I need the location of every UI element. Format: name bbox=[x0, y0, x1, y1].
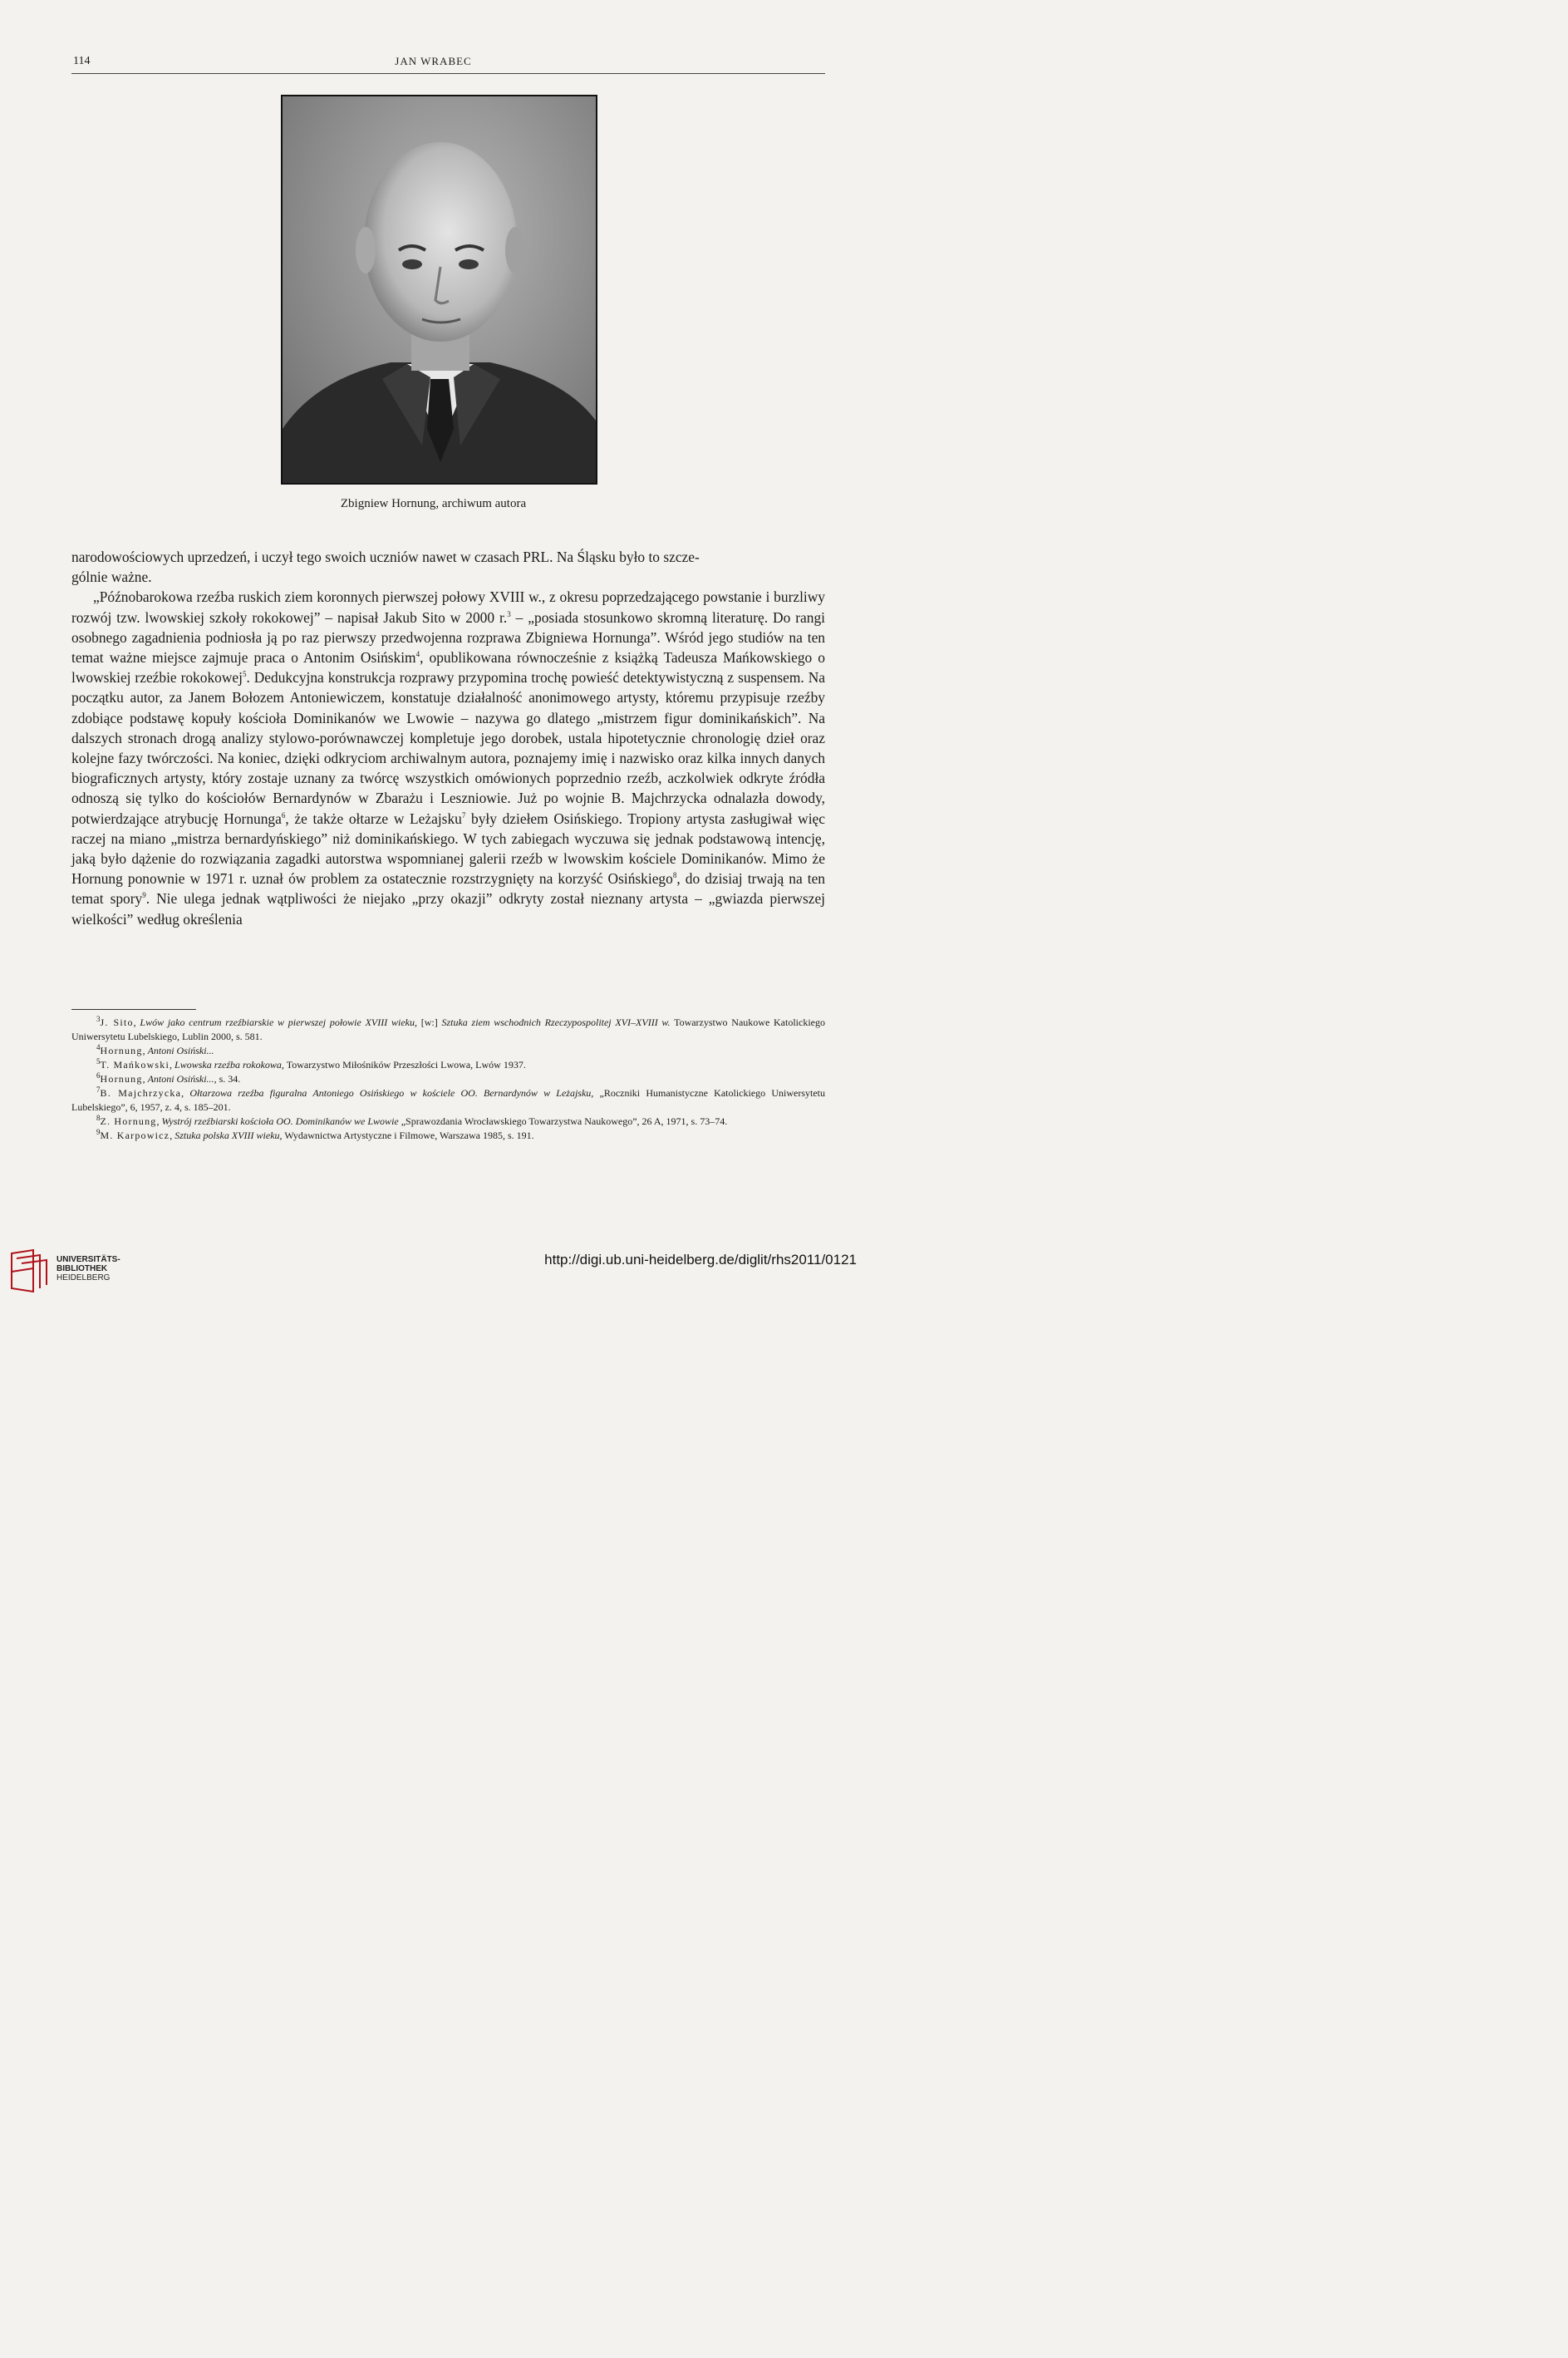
text-run: , że także ołtarze w Leżajsku bbox=[285, 810, 462, 827]
footnote-4: $^4$Hornung, Antoni Osiński... bbox=[96, 1043, 214, 1056]
footnote-number: 7 bbox=[96, 1085, 101, 1094]
footnote-text: [w:] bbox=[416, 1017, 442, 1028]
footnote-title: Lwów jako centrum rzeźbiarskie w pierwszej połowie XVIII wieku, bbox=[140, 1017, 417, 1028]
paragraph-1-line-1: narodowościowych uprzedzeń, i uczył tego swoich uczniów nawet w czasach PRL. Na Śląsku było to szcze- bbox=[71, 549, 700, 565]
text-run: „Późnobarokowa rzeźba ruskich ziem koronnych pierwszej połowy XVIII w., z okresu poprzedzającego powstanie i burzliwy rozwój tzw. lwowskiej szkoły rokokowej” – napisał Jakub Sito w 2000 r. bbox=[71, 588, 825, 626]
footnote-title: Antoni Osiński... bbox=[147, 1073, 214, 1085]
paragraph-1-line-2: gólnie ważne. bbox=[71, 569, 152, 586]
text-run: . Nie ulega jednak wątpliwości że niejako „przy okazji” odkryty został nieznany artysta – „gwiazda pierwszej wielkości” według określenia bbox=[71, 890, 825, 928]
footnote-rule bbox=[71, 1009, 196, 1010]
footnote-number: 6 bbox=[96, 1071, 101, 1080]
footnote-title: Ołtarzowa rzeźba figuralna Antoniego Osińskiego w kościele OO. Bernardynów w Leżajsku, bbox=[189, 1087, 594, 1099]
text-run: , opublikowana równocześnie z książką Tadeusza Mańkowskiego o lwowskiej rzeźbie rokokowej bbox=[71, 649, 825, 687]
footnote-text: „Sprawozdania Wrocławskiego Towarzystwa Naukowego”, 26 A, 1971, s. 73–74. bbox=[398, 1115, 728, 1127]
figure-caption: Zbigniew Hornung, archiwum autora bbox=[340, 497, 527, 510]
footnote-text: Towarzystwo Miłośników Przeszłości Lwowa, Lwów 1937. bbox=[283, 1059, 526, 1071]
footnote-title: Sztuka ziem wschodnich Rzeczypospolitej XVI–XVIII w. bbox=[441, 1017, 671, 1028]
footnote-title: Antoni Osiński... bbox=[147, 1045, 214, 1056]
page-number: 114 bbox=[73, 55, 91, 67]
footnote-text: Towarzystwo Naukowe Katolickiego Uniwersytetu Lubelskiego, Lublin 2000, s. 581. bbox=[71, 1017, 825, 1042]
footnote-number: 5 bbox=[96, 1057, 101, 1066]
footnote-author: J. Sito bbox=[100, 1017, 134, 1028]
body-text bbox=[71, 547, 825, 929]
footnote-ref-5[interactable]: 5 bbox=[242, 670, 247, 679]
footnote-5: $^5$T. Mańkowski, Lwowska rzeźba rokokowa, Towarzystwo Miłośników Przeszłości Lwowa, Lwów 1937. bbox=[96, 1057, 526, 1071]
footnote-author: T. Mańkowski bbox=[100, 1059, 170, 1071]
library-logo[interactable] bbox=[8, 1247, 158, 1295]
footnote-author: Hornung bbox=[100, 1045, 143, 1056]
logo-line-2: BIBLIOTHEK bbox=[57, 1264, 108, 1273]
text-run: były dziełem Osińskiego. Tropiony artysta zasługiwał więc raczej na miano „mistrza bernardyńskiego” niż dominikańskiego. W tych zabiegach wyczuwa się jednak podstawową intencję, jaką było dążenie do rozwiązania zagadki autorstwa wspomnianej galerii rzeźb w lwowskim kościele Dominikanów. Mimo że Hornung ponownie w 1971 r. uznał ów problem za ostatecznie rozstrzygnięty na korzyść Osińskiego bbox=[71, 810, 825, 888]
source-url-link[interactable]: http://digi.ub.uni-heidelberg.de/diglit/rhs2011/0121 bbox=[544, 1252, 857, 1268]
library-logo-icon bbox=[8, 1247, 50, 1295]
footnote-ref-8[interactable]: 8 bbox=[672, 871, 677, 880]
footnote-text: , s. 34. bbox=[214, 1073, 241, 1085]
header-rule bbox=[71, 73, 825, 74]
footnote-author: B. Majchrzycka bbox=[100, 1087, 182, 1099]
footnote-number: 3 bbox=[96, 1015, 101, 1023]
footnote-title: Lwowska rzeźba rokokowa, bbox=[174, 1059, 284, 1071]
footnote-text: Wydawnictwa Artystyczne i Filmowe, Warszawa 1985, s. 191. bbox=[282, 1130, 534, 1141]
portrait-photo bbox=[281, 95, 597, 485]
logo-text bbox=[57, 1255, 120, 1282]
paragraph-1 bbox=[71, 547, 825, 587]
running-head: JAN WRABEC bbox=[395, 55, 472, 67]
footnote-ref-3[interactable]: 3 bbox=[507, 609, 511, 618]
footnote-title: Sztuka polska XVIII wieku, bbox=[174, 1130, 283, 1141]
footnote-title: Wystrój rzeźbiarski kościoła OO. Dominikanów we Lwowie bbox=[161, 1115, 399, 1127]
portrait-illustration bbox=[283, 96, 596, 483]
footnote-8: $^8$Z. Hornung, Wystrój rzeźbiarski kościoła OO. Dominikanów we Lwowie „Sprawozdania Wrocławskiego Towarzystwa Naukowego”, 26 A, 1971, s. 73–74. bbox=[96, 1114, 728, 1127]
footnote-text: „Roczniki Humanistyczne Katolickiego Uniwersytetu Lubelskiego”, 6, 1957, z. 4, s. 185–201. bbox=[71, 1087, 826, 1113]
footnote-7: $^7$B. Majchrzycka, Ołtarzowa rzeźba figuralna Antoniego Osińskiego w kościele OO. Bernardynów w Leżajsku, „Roczniki Humanistyczne Katolickiego Uniwersytetu Lubelskiego”, 6, 1957, z. 4, s. 185–201. bbox=[71, 1085, 826, 1113]
logo-line-3: HEIDELBERG bbox=[57, 1273, 111, 1282]
footnote-ref-4[interactable]: 4 bbox=[415, 650, 420, 659]
footnote-author: Z. Hornung bbox=[100, 1115, 157, 1127]
text-run: – „posiada stosunkowo skromną literaturę. Do rangi osobnego zagadnienia podniosła ją po raz pierwszy przedwojenna rozprawa Zbigniewa Hornunga”. Wśród jego studiów na ten temat ważne miejsce zajmuje praca o Antonim Osińskim bbox=[71, 608, 825, 667]
text-run: . Dedukcyjna konstrukcja rozprawy przypomina trochę powieść detektywistyczną z suspensem. Na początku autor, za Janem Bołozem Antoniewiczem, konstatuje działalność anonimowego artysty, któremu przypisuje rzeźby zdobiące podstawę kopuły kościoła Dominikanów we Lwowie – nazywa go dlatego „mistrzem figur dominikańskich”. Na dalszych stronach drogą analizy stylowo-porównawczej kompletuje jego dorobek, ustala hipotetycznie chronologię dzieł oraz kolejne fazy twórczości. Na koniec, dzięki odkryciom archiwalnym autora, poznajemy imię i nazwisko oraz kilka innych danych biograficznych artysty, który zostaje uznany za twórcę wszystkich omówionych poprzednio rzeźb, aczkolwiek odkryte źródła odnoszą się tylko do kościołów Bernardynów w Zbarażu i Leszniowie. Już po wojnie B. Majchrzycka odnalazła dowody, potwierdzające atrybucję Hornunga bbox=[71, 669, 825, 827]
footnote-author: Hornung bbox=[100, 1073, 143, 1085]
footnote-number: 9 bbox=[96, 1128, 101, 1136]
footnote-ref-6[interactable]: 6 bbox=[281, 810, 286, 820]
footnote-3: $^3$J. Sito, Lwów jako centrum rzeźbiarskie w pierwszej połowie XVIII wieku, [w:] Sztuka ziem wschodnich Rzeczypospolitej XVI–XVIII w. Towarzystwo Naukowe Katolickiego Uniwersytetu Lubelskiego, Lublin 2000, s. 581. bbox=[71, 1015, 825, 1042]
footnote-6: $^6$Hornung, Antoni Osiński..., s. 34. bbox=[96, 1071, 241, 1085]
footnote-ref-9[interactable]: 9 bbox=[142, 891, 146, 900]
footnote-number: 8 bbox=[96, 1114, 101, 1122]
paragraph-2 bbox=[71, 587, 825, 928]
text-run: , do dzisiaj trwają na ten temat spory bbox=[71, 870, 825, 908]
footnotes bbox=[71, 1016, 825, 1143]
footnote-number: 4 bbox=[96, 1043, 101, 1051]
logo-line-1: UNIVERSITÄTS- bbox=[57, 1255, 120, 1264]
footnote-author: M. Karpowicz bbox=[100, 1130, 170, 1141]
footnote-ref-7[interactable]: 7 bbox=[461, 810, 466, 820]
footnote-9: $^9$M. Karpowicz, Sztuka polska XVIII wieku, Wydawnictwa Artystyczne i Filmowe, Warszawa 1985, s. 191. bbox=[96, 1128, 534, 1141]
